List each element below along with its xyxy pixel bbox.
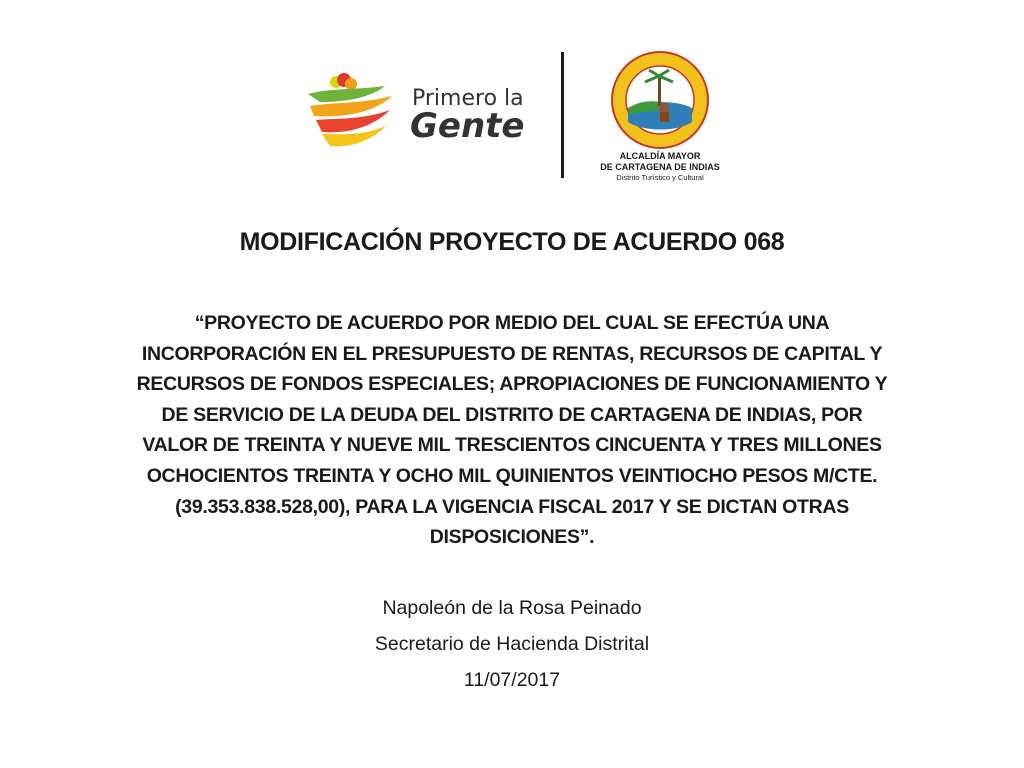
description-line: OCHOCIENTOS TREINTA Y OCHO MIL QUINIENTOS VEINTIOCHO PESOS M/CTE. (146, 464, 878, 487)
author-role: Secretario de Hacienda Distrital (374, 633, 650, 655)
seal-line2: DE CARTAGENA DE INDIAS (600, 162, 720, 172)
logo-text-line1: Primero la (412, 86, 524, 111)
header-divider (561, 52, 564, 178)
author-name: Napoleón de la Rosa Peinado (382, 597, 642, 619)
signature-block (0, 590, 1024, 698)
cartagena-coat-of-arms-icon (598, 50, 723, 150)
seal-line1: ALCALDÍA MAYOR (619, 151, 701, 161)
primero-la-gente-logo (300, 68, 550, 158)
seal-line3: Distrito Turístico y Cultural (616, 173, 704, 182)
description-line: “PROYECTO DE ACUERDO POR MEDIO DEL CUAL SE EFECTÚA UNA (194, 312, 830, 334)
description-line: DISPOSICIONES”. (429, 526, 595, 549)
logo-text-line2: Gente (410, 106, 525, 146)
document-title: MODIFICACIÓN PROYECTO DE ACUERDO 068 (239, 228, 785, 256)
cartagena-seal (598, 50, 723, 180)
description-line: (39.353.838.528,00), PARA LA VIGENCIA FISCAL 2017 Y SE DICTAN OTRAS (175, 495, 849, 518)
description-line: DE SERVICIO DE LA DEUDA DEL DISTRITO DE CARTAGENA DE INDIAS, POR (161, 403, 863, 426)
document-date: 11/07/2017 (463, 669, 561, 691)
description-line: INCORPORACIÓN EN EL PRESUPUESTO DE RENTAS, RECURSOS DE CAPITAL Y (141, 342, 883, 365)
primero-la-gente-logo-icon (300, 68, 410, 158)
project-description (84, 308, 940, 553)
description-line: VALOR DE TREINTA Y NUEVE MIL TRESCIENTOS CINCUENTA Y TRES MILLONES (142, 434, 882, 457)
description-line: RECURSOS DE FONDOS ESPECIALES; APROPIACIONES DE FUNCIONAMIENTO Y (136, 373, 888, 396)
